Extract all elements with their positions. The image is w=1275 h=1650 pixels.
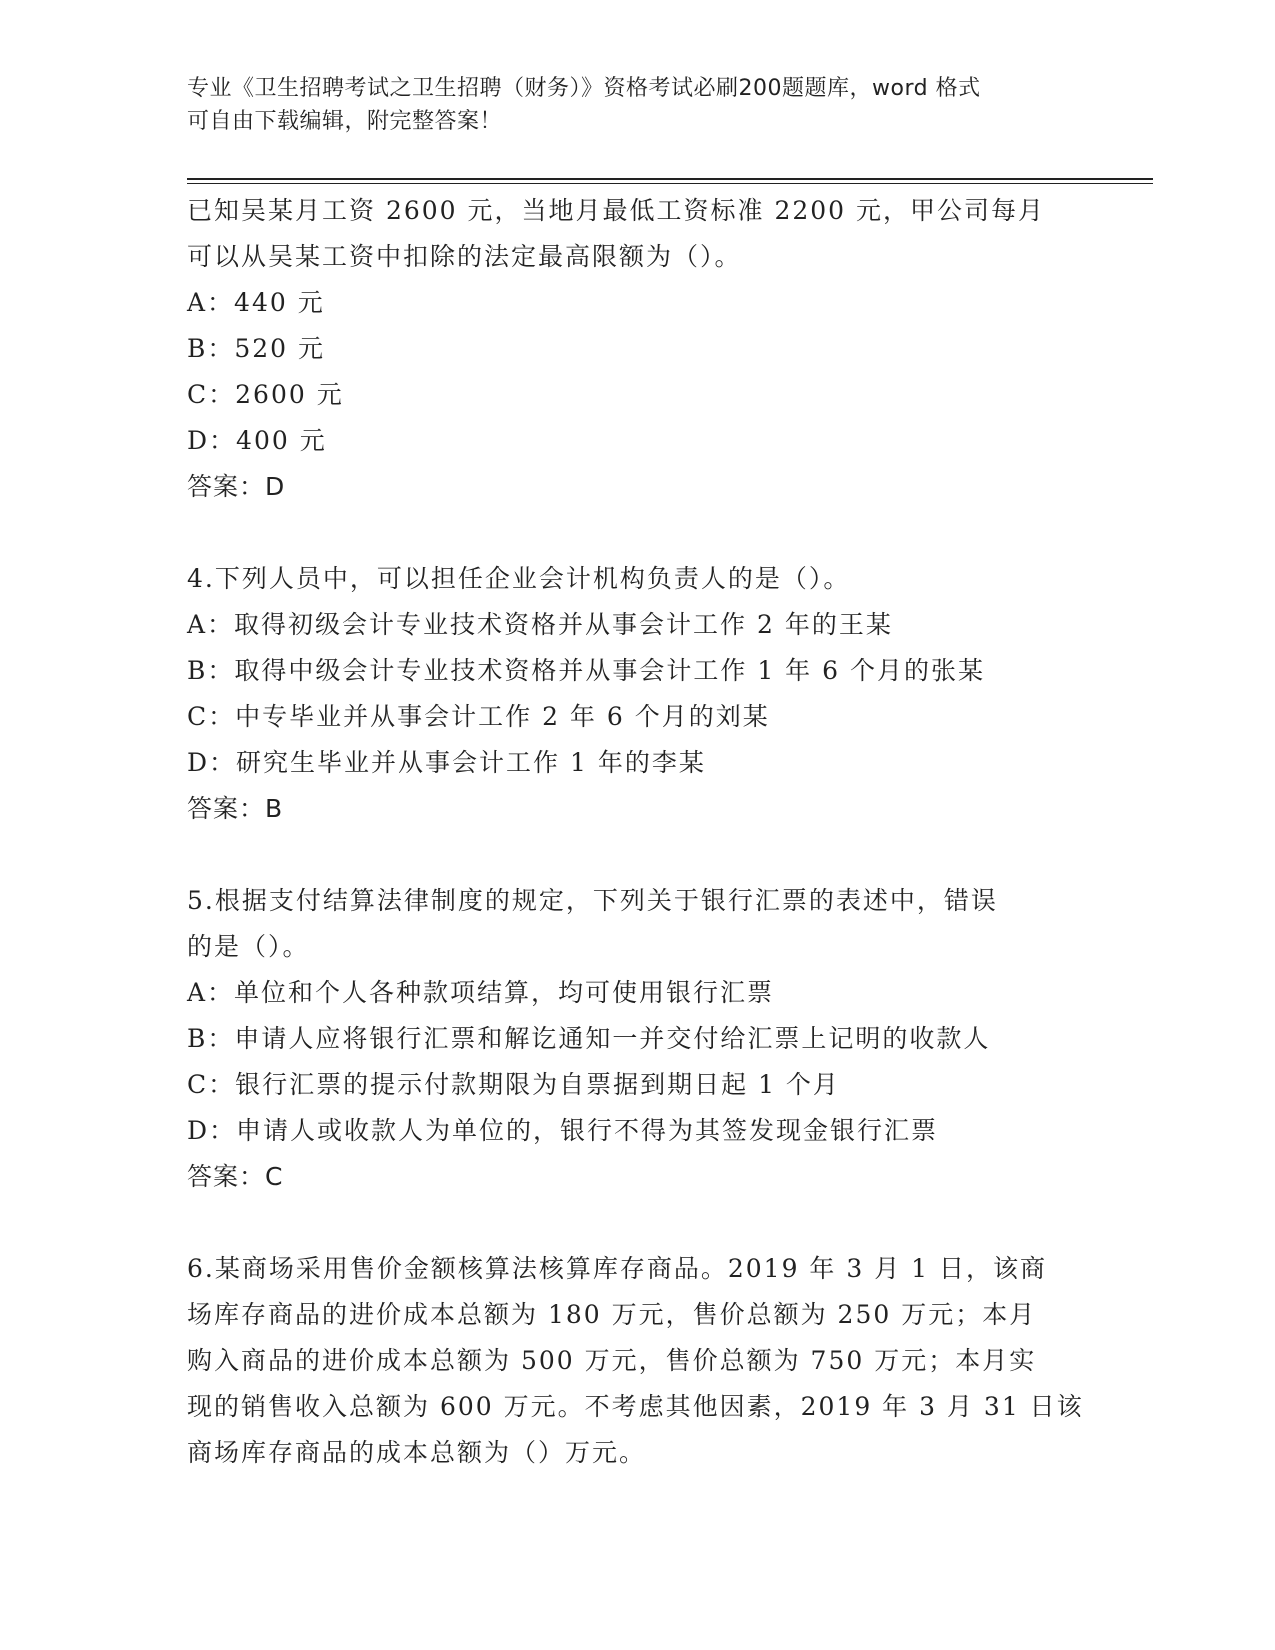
option-a: A：440 元	[187, 288, 325, 317]
option-b: B：取得中级会计专业技术资格并从事会计工作 1 年 6 个月的张某	[187, 656, 985, 685]
header-title-line-1: 专业《卫生招聘考试之卫生招聘（财务）》资格考试必刷200题题库，word 格式	[187, 76, 981, 101]
option-d: D：申请人或收款人为单位的，银行不得为其签发现金银行汇票	[187, 1116, 939, 1145]
answer-line: 答案：B	[187, 794, 284, 823]
spacer	[187, 1200, 1087, 1246]
question-5	[187, 878, 1087, 1200]
question-stem-line: 场库存商品的进价成本总额为 180 万元，售价总额为 250 万元；本月	[187, 1300, 1037, 1329]
question-stem-line: 4.下列人员中，可以担任企业会计机构负责人的是（）。	[187, 564, 851, 593]
question-6	[187, 1246, 1087, 1476]
question-stem-line: 商场库存商品的成本总额为（）万元。	[187, 1438, 647, 1467]
question-stem-line: 现的销售收入总额为 600 万元。不考虑其他因素，2019 年 3 月 31 日该	[187, 1392, 1084, 1421]
question-stem-line: 5.根据支付结算法律制度的规定，下列关于银行汇票的表述中，错误	[187, 886, 998, 915]
answer-line: 答案：D	[187, 472, 286, 501]
question-stem-line: 的是（）。	[187, 932, 310, 961]
question-stem-line: 6.某商场采用售价金额核算法核算库存商品。2019 年 3 月 1 日，该商	[187, 1254, 1048, 1283]
option-b: B：申请人应将银行汇票和解讫通知一并交付给汇票上记明的收款人	[187, 1024, 991, 1053]
option-d: D：400 元	[187, 426, 327, 455]
question-stem-line: 可以从吴某工资中扣除的法定最高限额为（）。	[187, 242, 742, 271]
document-header	[187, 72, 1067, 138]
header-divider-thin	[187, 183, 1153, 184]
option-a: A：取得初级会计专业技术资格并从事会计工作 2 年的王某	[187, 610, 893, 639]
question-stem-line: 已知吴某月工资 2600 元，当地月最低工资标准 2200 元，甲公司每月	[187, 196, 1046, 225]
option-a: A：单位和个人各种款项结算，均可使用银行汇票	[187, 978, 775, 1007]
option-c: C：银行汇票的提示付款期限为自票据到期日起 1 个月	[187, 1070, 840, 1099]
document-body	[187, 188, 1087, 1476]
header-divider-thick	[187, 178, 1153, 180]
question-stem-line: 购入商品的进价成本总额为 500 万元，售价总额为 750 万元；本月实	[187, 1346, 1037, 1375]
option-b: B：520 元	[187, 334, 326, 363]
option-c: C：2600 元	[187, 380, 344, 409]
question-4	[187, 556, 1087, 832]
header-title-line-2: 可自由下载编辑，附完整答案！	[187, 109, 503, 134]
question-3	[187, 188, 1087, 510]
answer-line: 答案：C	[187, 1162, 284, 1191]
option-d: D：研究生毕业并从事会计工作 1 年的李某	[187, 748, 706, 777]
option-c: C：中专毕业并从事会计工作 2 年 6 个月的刘某	[187, 702, 770, 731]
spacer	[187, 832, 1087, 878]
spacer	[187, 510, 1087, 556]
